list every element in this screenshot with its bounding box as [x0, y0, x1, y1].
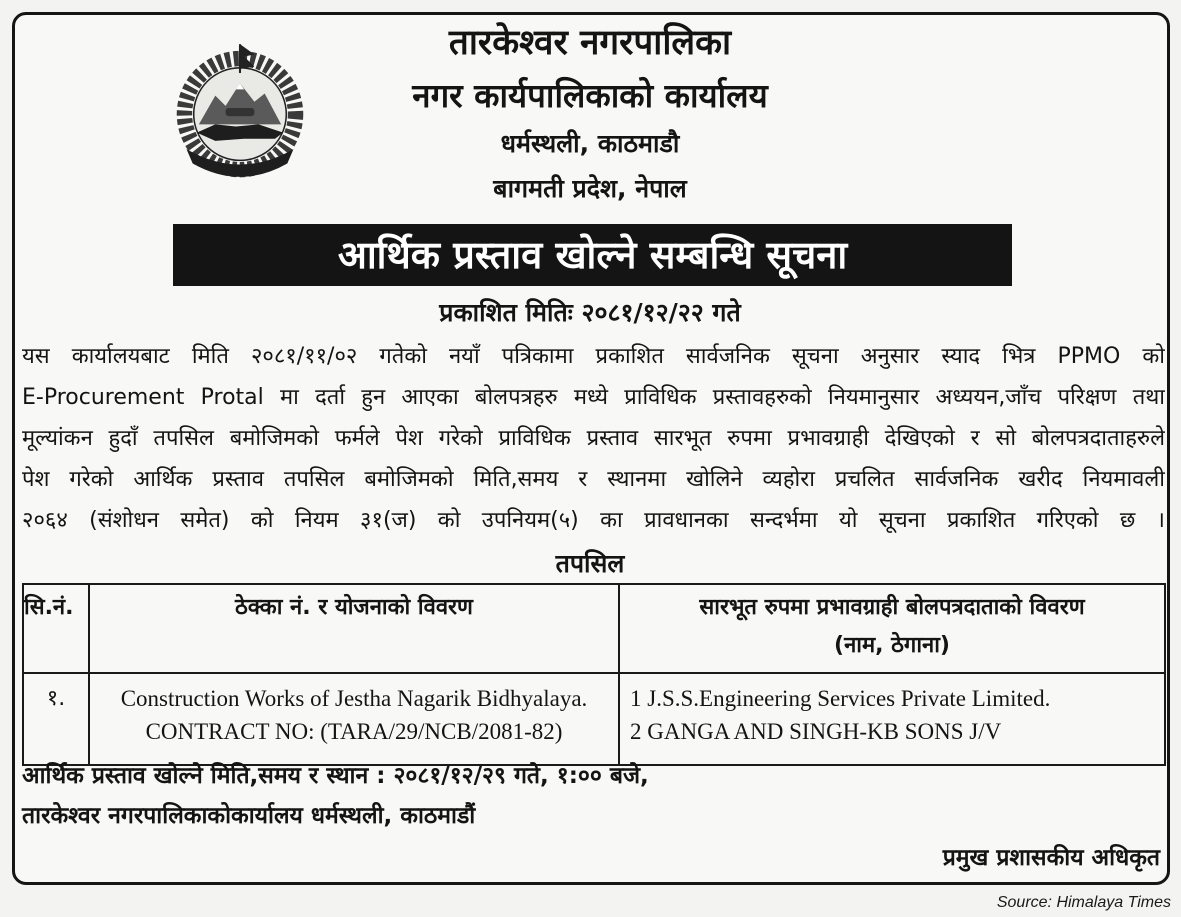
column-header-bidder	[619, 584, 1165, 673]
source-credit: Source: Himalaya Times	[996, 894, 1171, 911]
table-header-row	[23, 584, 1165, 673]
column-header-bidder-title: सारभूत रुपमा प्रभावग्राही बोलपत्रदाताको विवरण	[699, 595, 1085, 620]
row-bidders	[619, 673, 1165, 765]
body-line: मूल्यांकन हुदाँ तपसिल बमोजिमको फर्मले पेश गरेको प्राविधिक प्रस्ताव सारभूत रुपमा प्रभावग्राही देखिएको र सो बोलपत्रदाताहरुले	[22, 426, 1165, 451]
municipality-name: तारकेश्वर नगरपालिका	[448, 23, 732, 63]
body-line: E-Procurement Protal मा दर्ता हुन आएका बोलपत्रहरु मध्ये प्राविधिक प्रस्तावहरुको नियमानुसार अध्ययन,जाँच परिक्षण तथा	[22, 385, 1165, 410]
published-date: प्रकाशित मितिः २०८१/१२/२२ गते	[439, 298, 741, 327]
body-line: यस कार्यालयबाट मिति २०८१/११/०२ गतेको नयाँ पत्रिकामा प्रकाशित सार्वजनिक सूचना अनुसार स्याद भित्र PPMO को	[22, 344, 1165, 369]
signatory-title: प्रमुख प्रशासकीय अधिकृत	[942, 845, 1160, 871]
table-row	[23, 673, 1165, 765]
column-header-bidder-sub: (नाम, ठेगाना)	[834, 633, 950, 658]
column-header-contract: ठेक्का नं. र योजनाको विवरण	[89, 584, 619, 673]
office-address: धर्मस्थली, काठमाडौ	[500, 129, 680, 158]
schedule-table	[22, 583, 1166, 766]
notice-title-banner: आर्थिक प्रस्ताव खोल्ने सम्बन्धि सूचना	[173, 224, 1012, 286]
contract-title: Construction Works of Jestha Nagarik Bidhyalaya.	[120, 686, 588, 711]
row-sn: १.	[23, 673, 89, 765]
bidder-item: 1 J.S.S.Engineering Services Private Limited.	[630, 686, 1051, 711]
schedule-heading: तपसिल	[555, 549, 625, 578]
province-country: बागमती प्रदेश, नेपाल	[493, 174, 687, 203]
body-line: पेश गरेको आर्थिक प्रस्ताव तपसिल बमोजिमको मिति,समय र स्थानमा खोलिने व्यहोरा प्रचलित सार्वजनिक खरीद नियमावली	[22, 467, 1165, 492]
contract-number: CONTRACT NO: (TARA/29/NCB/2081-82)	[145, 719, 563, 744]
bidder-item: 2 GANGA AND SINGH-KB SONS J/V	[630, 719, 1002, 744]
office-name: नगर कार्यपालिकाको कार्यालय	[412, 76, 768, 115]
opening-venue: तारकेश्वर नगरपालिकाकोकार्यालय धर्मस्थली, काठमाडौं	[22, 803, 476, 829]
opening-datetime: आर्थिक प्रस्ताव खोल्ने मिति,समय र स्थान : २०८१/१२/२९ गते, १:०० बजे,	[22, 763, 649, 789]
row-contract	[89, 673, 619, 765]
body-line: २०६४ (संशोधन समेत) को नियम ३१(ज) को उपनियम(५) का प्रावधानका सन्दर्भमा यो सूचना प्रकाशित गरिएको छ ।	[22, 508, 1165, 533]
column-header-sn: सि.नं.	[23, 584, 89, 673]
notice-body	[22, 336, 1165, 541]
